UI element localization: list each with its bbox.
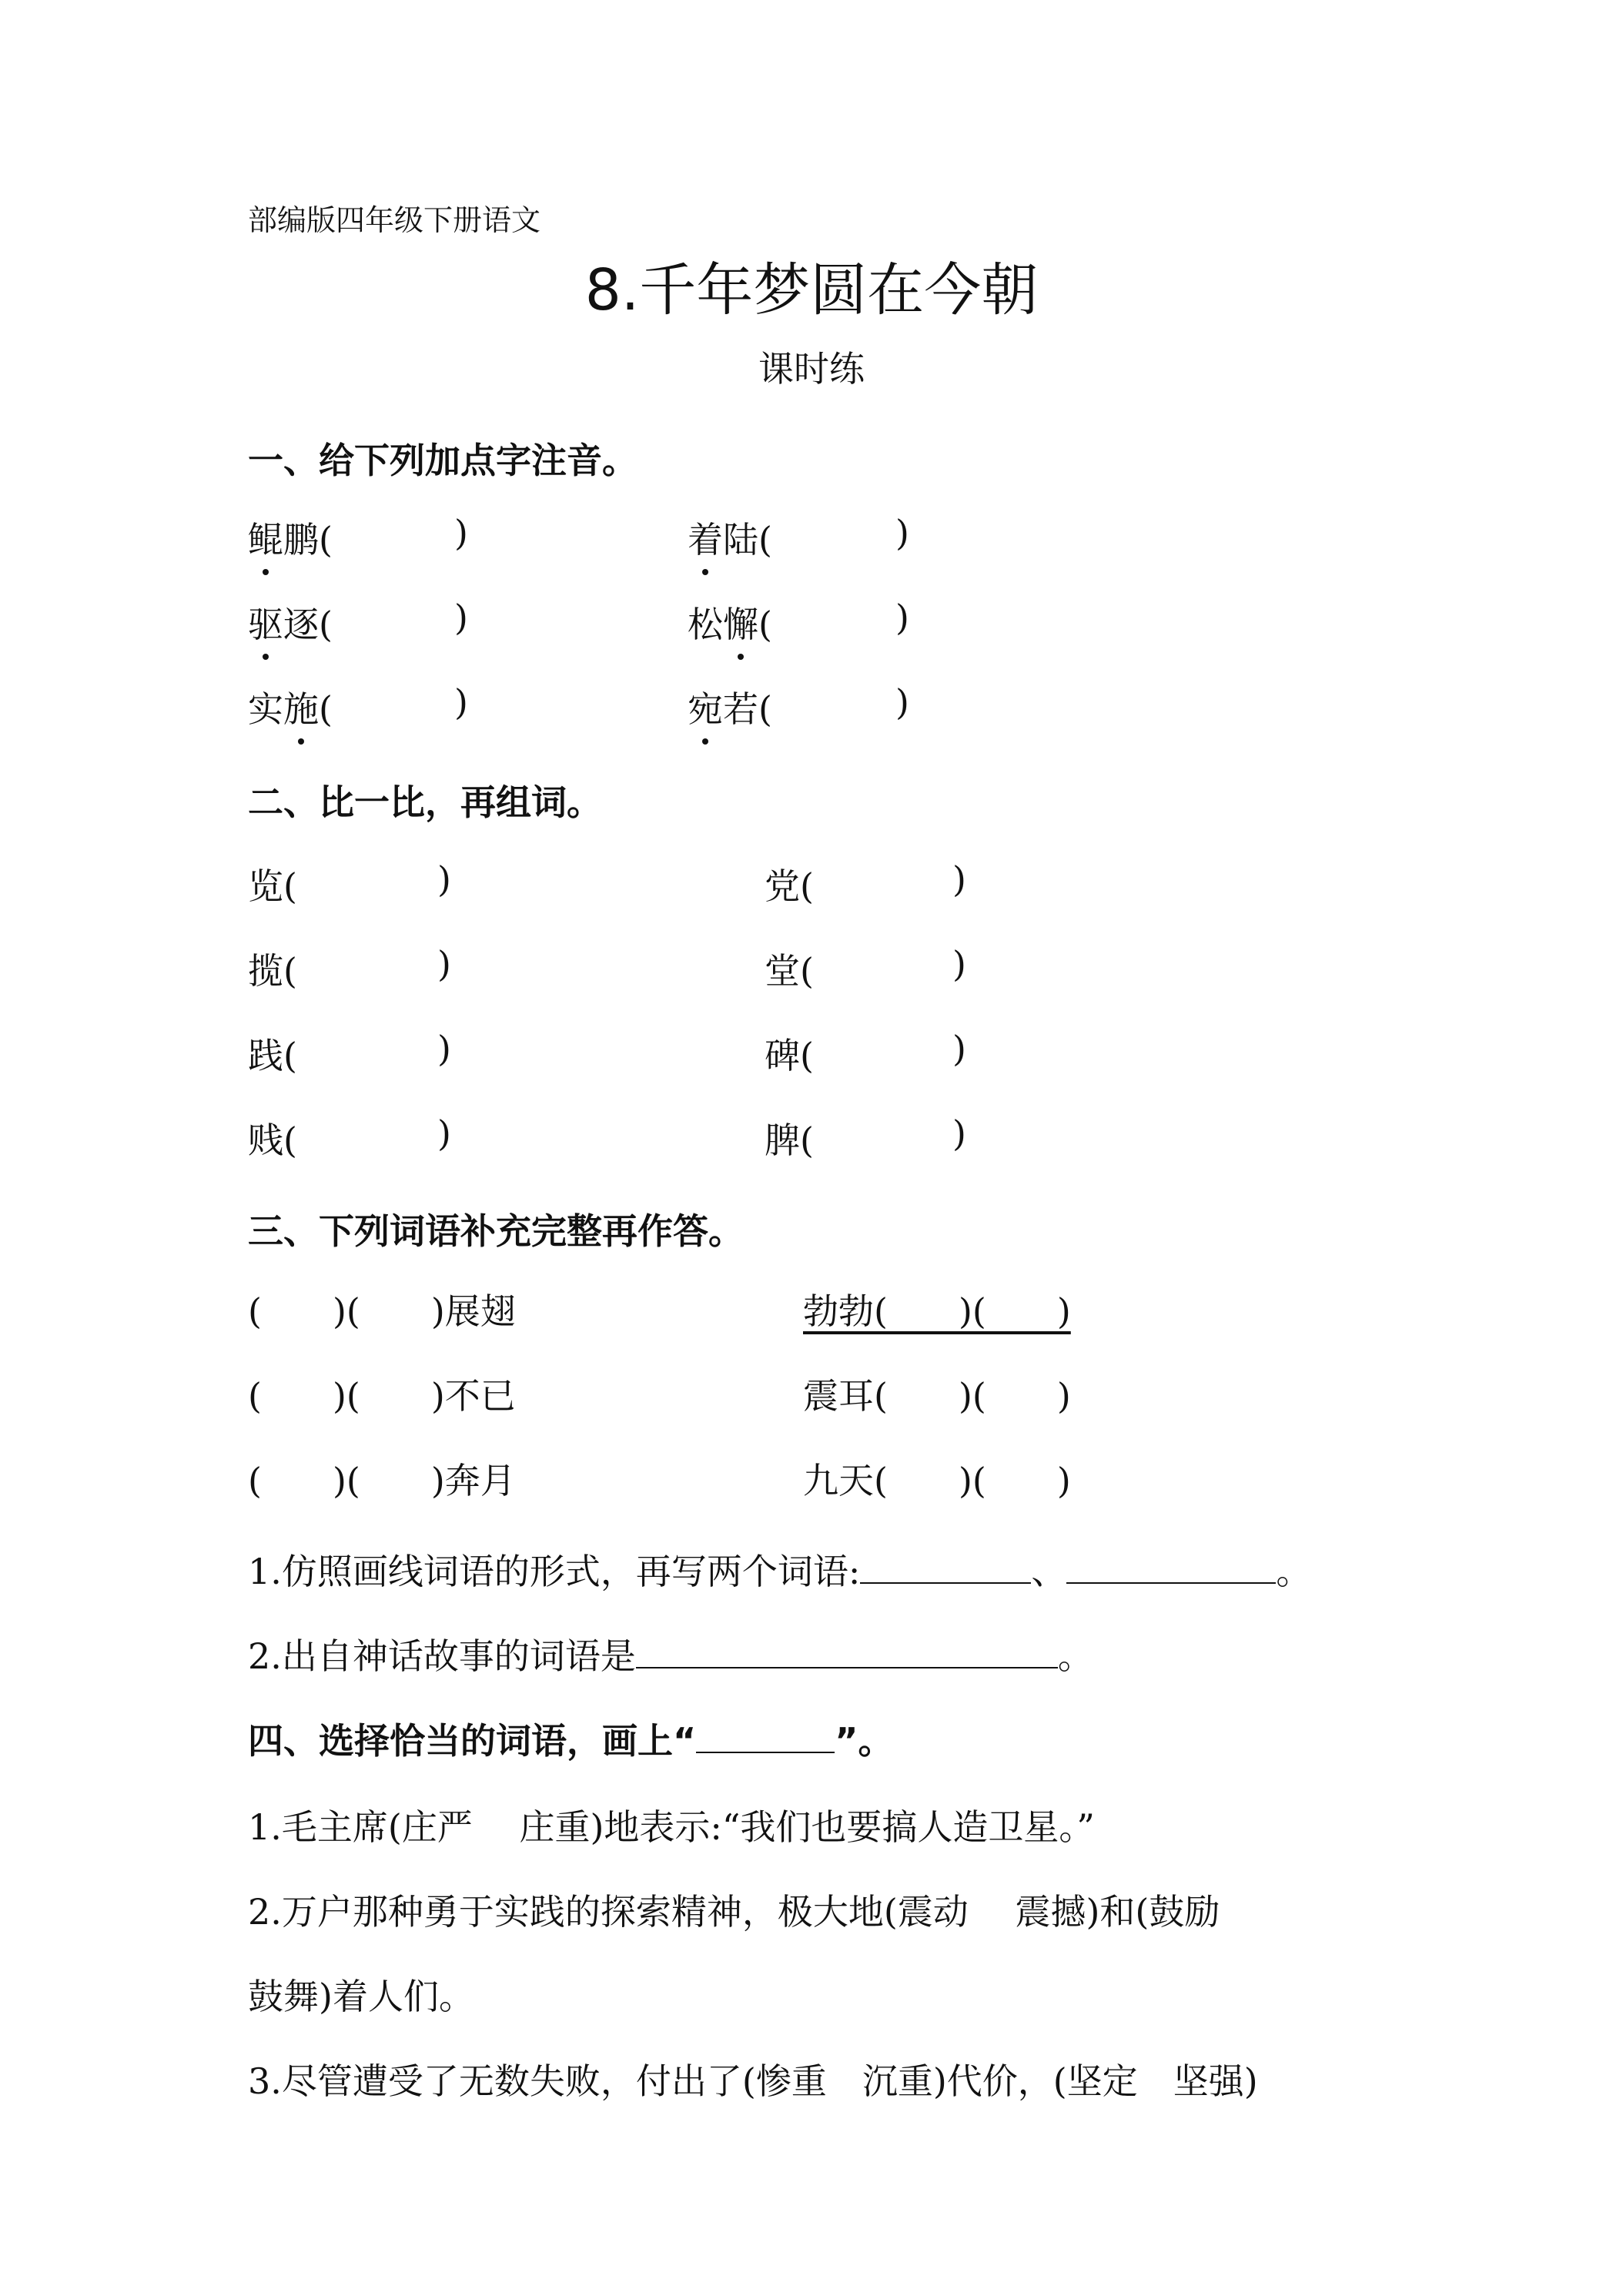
- section2-heading: 二、比一比，再组词。: [248, 782, 602, 823]
- idiom-left-1: ( )( )展翅: [248, 1290, 516, 1332]
- pinyin-close-4: ): [895, 597, 909, 638]
- compare-item-1: 览(: [248, 865, 297, 907]
- page-title: 8.千年梦圆在今朝: [584, 257, 1039, 323]
- compare-item-8: 脾(: [765, 1120, 814, 1161]
- section4-question-2: 2.万户那种勇于实践的探索精神，极大地(震动 震撼)和(鼓励: [248, 1891, 1220, 1933]
- item-text: 实: [248, 688, 283, 730]
- pinyin-item-2: [688, 512, 772, 563]
- idiom-left-3: ( )( )奔月: [248, 1460, 516, 1501]
- section3-question-2: [248, 1628, 1093, 1679]
- pinyin-close-6: ): [895, 681, 909, 723]
- compare-close-3: ): [437, 943, 451, 985]
- compare-close-6: ): [952, 1028, 966, 1069]
- pinyin-close-3: ): [454, 597, 468, 638]
- item-text: 陆(: [723, 519, 772, 561]
- pinyin-close-2: ): [895, 512, 909, 554]
- idiom-right-3: 九天( )( ): [803, 1460, 1071, 1501]
- idiom-right-1-underlined: 勃勃( )( ): [803, 1290, 1071, 1332]
- section4-question-2-cont: 鼓舞)着人们。: [248, 1976, 474, 2017]
- answer-blank[interactable]: [636, 1639, 1058, 1668]
- dotted-char: 着: [688, 512, 723, 563]
- dotted-char: 施: [283, 681, 319, 732]
- separator: 、: [1031, 1551, 1067, 1592]
- answer-blank[interactable]: [860, 1555, 1031, 1584]
- item-text: 松: [688, 604, 723, 645]
- compare-item-2: 党(: [765, 865, 814, 907]
- section3-question-1: [248, 1544, 1311, 1595]
- dotted-char: 懈: [723, 597, 758, 648]
- question-text: 2.出自神话故事的词语是: [248, 1635, 636, 1677]
- pinyin-item-6: [688, 681, 772, 732]
- section3-heading: 三、下列词语补充完整再作答。: [248, 1210, 744, 1252]
- compare-item-6: 碑(: [765, 1035, 814, 1076]
- pinyin-close-5: ): [454, 681, 468, 723]
- section4-question-3: 3.尽管遭受了无数失败，付出了(惨重 沉重)代价，(坚定 坚强): [248, 2060, 1258, 2102]
- compare-close-8: ): [952, 1113, 966, 1154]
- compare-close-4: ): [952, 943, 966, 985]
- question-text: 1.仿照画线词语的形式，再写两个词语:: [248, 1551, 861, 1592]
- header-text: 部编版四年级下册语文: [248, 203, 541, 237]
- dotted-char: 宛: [688, 681, 723, 732]
- page-subtitle: 课时练: [758, 348, 865, 390]
- compare-close-2: ): [952, 858, 966, 900]
- heading-text: ”。: [835, 1720, 894, 1762]
- compare-item-5: 践(: [248, 1035, 297, 1076]
- pinyin-item-4: [688, 597, 772, 648]
- pinyin-item-1: [248, 512, 333, 563]
- compare-item-4: 堂(: [765, 950, 814, 992]
- item-text: 逐(: [283, 604, 333, 645]
- dotted-char: 鲲: [248, 512, 283, 563]
- compare-close-1: ): [437, 858, 451, 900]
- pinyin-item-3: [248, 597, 333, 648]
- dotted-char: 驱: [248, 597, 283, 648]
- item-text: 鹏(: [283, 519, 333, 561]
- item-text: (: [758, 604, 772, 645]
- section4-question-1: 1.毛主席(庄严 庄重)地表示:“我们也要搞人造卫星。”: [248, 1806, 1095, 1848]
- compare-close-7: ): [437, 1113, 451, 1154]
- compare-item-7: 贱(: [248, 1120, 297, 1161]
- heading-text: 四、选择恰当的词语，画上“: [248, 1720, 697, 1762]
- idiom-right-2: 震耳( )( ): [803, 1375, 1071, 1417]
- period: 。: [1276, 1551, 1312, 1592]
- idiom-left-2: ( )( )不已: [248, 1375, 516, 1417]
- underline-sample: [696, 1729, 835, 1753]
- pinyin-item-5: [248, 681, 333, 732]
- compare-close-5: ): [437, 1028, 451, 1069]
- answer-blank[interactable]: [1066, 1555, 1276, 1584]
- pinyin-close-1: ): [454, 512, 468, 554]
- item-text: 若(: [723, 688, 772, 730]
- item-text: (: [319, 688, 333, 730]
- section4-heading: [248, 1713, 893, 1764]
- period: 。: [1057, 1635, 1093, 1677]
- section1-heading: 一、给下列加点字注音。: [248, 440, 637, 481]
- compare-item-3: 揽(: [248, 950, 297, 992]
